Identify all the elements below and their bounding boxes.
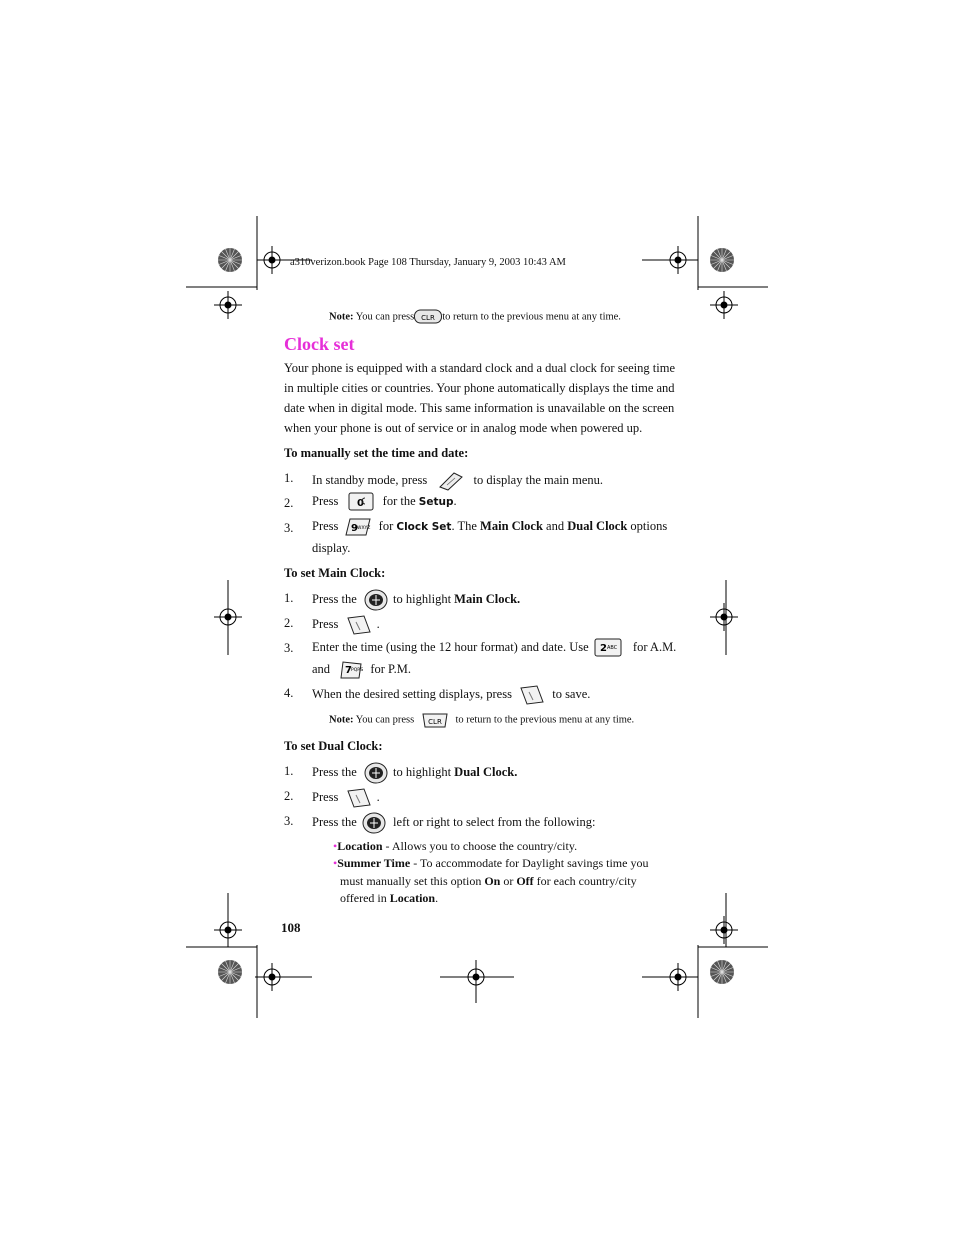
step-number: 4. [284, 686, 294, 700]
note-label: Note: [329, 714, 354, 726]
nine-key-label: 9 [350, 523, 358, 534]
step-text: . [376, 789, 380, 804]
main-step-3 [312, 638, 676, 658]
nav-key-icon [364, 589, 388, 611]
main-clock-heading: To set Main Clock: [284, 566, 386, 580]
bullet-icon: • [333, 839, 338, 853]
bullet-text: - Allows you to choose the country/city. [382, 839, 578, 853]
note-text-after: to return to the previous menu at any time. [455, 714, 635, 726]
clr-key-label: CLR [427, 718, 442, 726]
bullet-icon: • [333, 856, 338, 870]
off-term: Off [516, 874, 534, 888]
manual-step-3-line2: display. [312, 541, 351, 555]
nav-key-icon [362, 812, 386, 834]
location-term: Location [337, 839, 383, 853]
dual-step-3 [312, 812, 595, 834]
step-text: to save. [552, 686, 591, 701]
two-key-sublabel: ABC [606, 645, 618, 651]
clr-key-icon [421, 710, 449, 730]
intro-line: date when in digital mode. This same information is unavailable on the screen [284, 401, 675, 415]
step-number: 2. [284, 616, 294, 630]
step-text: options [630, 518, 668, 533]
bullet-summer-time [333, 856, 648, 871]
bullet-text: - To accommodate for Daylight savings time you [410, 856, 649, 870]
note-main-clock [329, 710, 634, 730]
step-text: Press [312, 616, 339, 631]
step-number: 3. [284, 521, 294, 535]
bullet-text: must manually set this option [340, 874, 485, 888]
note-text-after: to return to the previous menu at any time. [442, 311, 621, 323]
dual-step-1 [312, 762, 517, 784]
step-text: Press the [312, 764, 357, 779]
menu-softkey-icon [436, 471, 464, 491]
intro-line: Your phone is equipped with a standard clock and a dual clock for seeing time [284, 361, 675, 375]
seven-key-label: 7 [345, 665, 353, 676]
page-number: 108 [281, 920, 301, 935]
step-number: 3. [284, 641, 294, 655]
step-text: Press [312, 518, 339, 533]
running-head: a310verizon.book Page 108 Thursday, January 9, 2003 10:43 AM [290, 257, 566, 268]
step-text: Enter the time (using the 12 hour format) and date. Use [312, 639, 589, 654]
step-text: for the [382, 493, 416, 508]
step-text: for A.M. [632, 639, 677, 654]
clr-key-label: CLR [421, 314, 436, 322]
dual-clock-term: Dual Clock. [454, 764, 518, 779]
location-term: Location [389, 891, 436, 905]
nine-key-icon [344, 517, 372, 537]
main-step-3-line2 [312, 660, 411, 680]
step-text: When the desired setting displays, press [312, 686, 512, 701]
main-step-2 [312, 614, 380, 636]
note-label: Note: [329, 311, 354, 323]
step-text: . [376, 616, 380, 631]
bullet-text: offered in [340, 891, 390, 905]
step-number: 1. [284, 591, 294, 605]
setup-keyword: Setup [418, 495, 454, 508]
ok-softkey-icon [346, 787, 372, 809]
seven-key-sublabel: PQRS [351, 668, 364, 673]
main-step-4 [312, 684, 590, 706]
main-step-1 [312, 589, 520, 611]
step-text: Press [312, 493, 339, 508]
note-text-before: You can press [355, 311, 415, 323]
step-text: for P.M. [370, 661, 411, 676]
dual-clock-heading: To set Dual Clock: [284, 739, 383, 753]
bullet-summer-time-line2 [340, 874, 637, 889]
intro-line: in multiple cities or countries. Your phone automatically displays the time and [284, 381, 675, 395]
manual-step-2 [312, 492, 457, 512]
on-term: On [484, 874, 501, 888]
two-key-icon [594, 638, 622, 658]
dual-clock-term: Dual Clock [567, 518, 628, 533]
two-key-label: 2 [599, 643, 607, 654]
seven-key-icon [339, 660, 363, 680]
step-text: to display the main menu. [473, 472, 604, 487]
bullet-text: or [500, 874, 517, 888]
manual-step-3 [312, 517, 667, 537]
zero-key-label: 0 [356, 498, 364, 509]
intro-line: when your phone is out of service or in analog mode when powered up. [284, 421, 643, 435]
step-number: 3. [284, 814, 294, 828]
step-text: . [453, 493, 457, 508]
step-text: Press the [312, 814, 357, 829]
clr-key-icon [414, 309, 442, 325]
manual-step-1 [312, 471, 603, 491]
ok-softkey-icon [519, 684, 545, 706]
bullet-location [333, 839, 577, 854]
step-text: In standby mode, press [312, 472, 428, 487]
step-text: left or right to select from the following: [393, 814, 596, 829]
nav-key-icon [364, 762, 388, 784]
dual-step-2 [312, 787, 380, 809]
section-title: Clock set [284, 334, 355, 354]
intro-paragraph [284, 358, 675, 438]
step-number: 1. [284, 471, 294, 485]
zero-key-icon [348, 492, 374, 512]
main-clock-term: Main Clock [480, 518, 543, 533]
step-text: Press the [312, 591, 357, 606]
ok-softkey-icon [346, 614, 372, 636]
bullet-summer-time-line3 [340, 891, 438, 906]
bullet-text: for each country/city [533, 874, 637, 888]
step-number: 2. [284, 496, 294, 510]
step-number: 2. [284, 789, 294, 803]
step-text: to highlight [393, 764, 452, 779]
step-text: for [378, 518, 394, 533]
manual-set-heading: To manually set the time and date: [284, 446, 469, 460]
step-text: and [312, 661, 331, 676]
step-text: . The [451, 518, 477, 533]
step-text: to highlight [393, 591, 452, 606]
nine-key-sublabel: WXYZ [356, 526, 370, 531]
note-text-before: You can press [355, 714, 415, 726]
clock-set-keyword: Clock Set [396, 520, 452, 533]
step-text: and [546, 518, 565, 533]
note-top [329, 309, 621, 325]
summer-time-term: Summer Time [337, 856, 411, 870]
main-clock-term: Main Clock. [454, 591, 521, 606]
bullet-text: . [435, 891, 439, 905]
step-number: 1. [284, 764, 294, 778]
step-text: Press [312, 789, 339, 804]
